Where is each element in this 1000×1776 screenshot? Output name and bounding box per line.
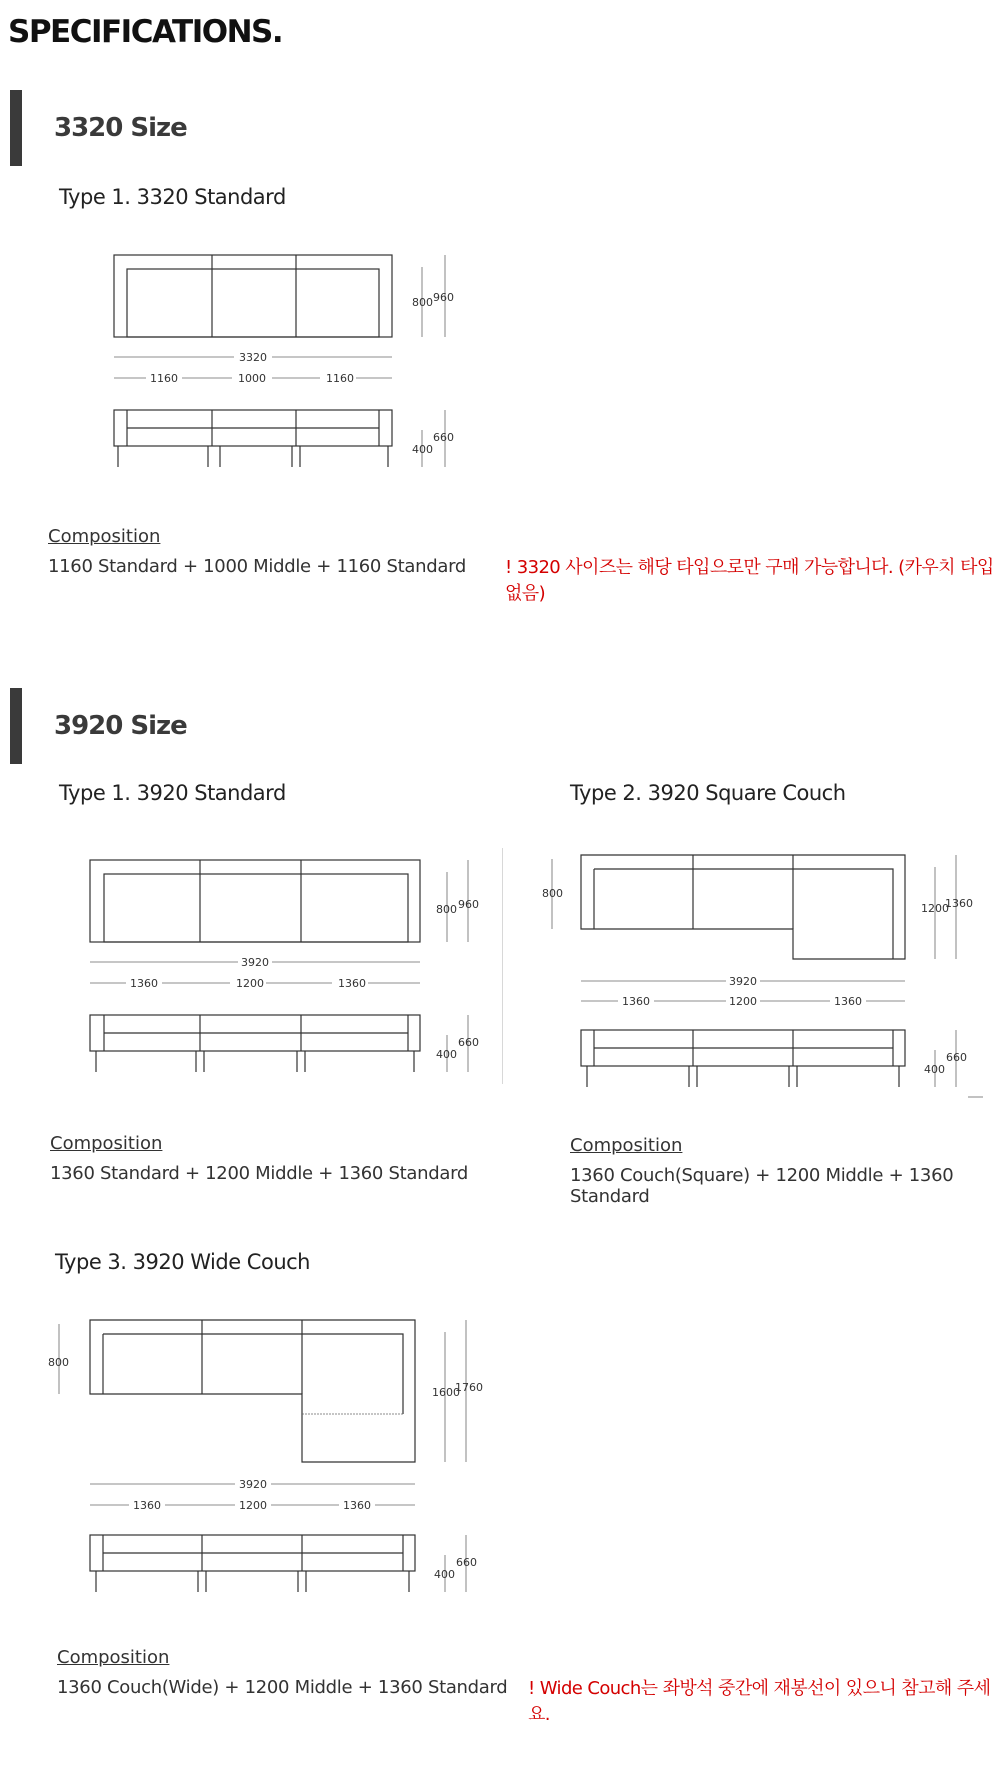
svg-text:400: 400 [436,1048,457,1061]
svg-text:1600: 1600 [432,1386,460,1399]
svg-text:1360: 1360 [945,897,973,910]
composition-label: Composition [50,1133,163,1154]
svg-text:1360: 1360 [622,995,650,1008]
diagram-3920-wide-couch [45,1310,505,1600]
dim-seat-height: 400 [412,443,433,456]
svg-text:1200: 1200 [236,977,264,990]
section-title-3320: 3320 Size [54,113,187,143]
svg-text:800: 800 [542,887,563,900]
diagram-3320-standard [100,245,460,475]
diagram-3920-standard [82,850,482,1080]
svg-text:1200: 1200 [239,1499,267,1512]
composition-text: 1360 Couch(Wide) + 1200 Middle + 1360 Standard [57,1677,508,1698]
top-view-inner [127,269,379,337]
divider [502,848,503,1084]
svg-text:1360: 1360 [130,977,158,990]
composition-label: Composition [48,526,161,547]
svg-text:3920: 3920 [239,1478,267,1491]
svg-text:1360: 1360 [834,995,862,1008]
svg-text:400: 400 [924,1063,945,1076]
svg-text:800: 800 [436,903,457,916]
svg-text:660: 660 [456,1556,477,1569]
diagram-3920-square-couch [540,845,1000,1105]
svg-text:800: 800 [48,1356,69,1369]
type-title-3320-standard: Type 1. 3320 Standard [59,185,286,209]
note-3320: ! 3320 사이즈는 해당 타입으로만 구매 가능합니다. (카우치 타입 없음) [505,557,994,604]
composition-text: 1360 Couch(Square) + 1200 Middle + 1360 Standard [570,1165,954,1207]
section-bar [10,688,22,764]
svg-text:1760: 1760 [455,1381,483,1394]
dim-inner-depth: 800 [412,296,433,309]
svg-text:960: 960 [458,898,479,911]
dim-middle: 1000 [238,372,266,385]
section-title-3920: 3920 Size [54,711,187,741]
top-view-frame [114,255,392,337]
svg-text:1360: 1360 [133,1499,161,1512]
composition-label: Composition [570,1135,683,1156]
composition-text: 1360 Standard + 1200 Middle + 1360 Standard [50,1163,468,1184]
svg-text:660: 660 [946,1051,967,1064]
composition-label: Composition [57,1647,170,1668]
dim-total: 3320 [239,351,267,364]
page-title: SPECIFICATIONS. [8,14,283,50]
type-title-3920-standard: Type 1. 3920 Standard [59,781,286,805]
svg-text:660: 660 [458,1036,479,1049]
note-wide-couch: ! Wide Couch는 좌방석 중간에 재봉선이 있으니 참고해 주세요. [528,1678,991,1725]
dim-left: 1160 [150,372,178,385]
svg-text:1200: 1200 [921,902,949,915]
dim-outer-depth: 960 [433,291,454,304]
type-title-3920-wide-couch: Type 3. 3920 Wide Couch [55,1250,310,1274]
svg-text:3920: 3920 [241,956,269,969]
composition-text: 1160 Standard + 1000 Middle + 1160 Standard [48,556,466,577]
dim-right: 1160 [326,372,354,385]
type-title-3920-square-couch: Type 2. 3920 Square Couch [570,781,846,805]
svg-text:400: 400 [434,1568,455,1581]
svg-text:3920: 3920 [729,975,757,988]
svg-text:1360: 1360 [338,977,366,990]
svg-text:1360: 1360 [343,1499,371,1512]
dim-back-height: 660 [433,431,454,444]
svg-text:1200: 1200 [729,995,757,1008]
section-bar [10,90,22,166]
